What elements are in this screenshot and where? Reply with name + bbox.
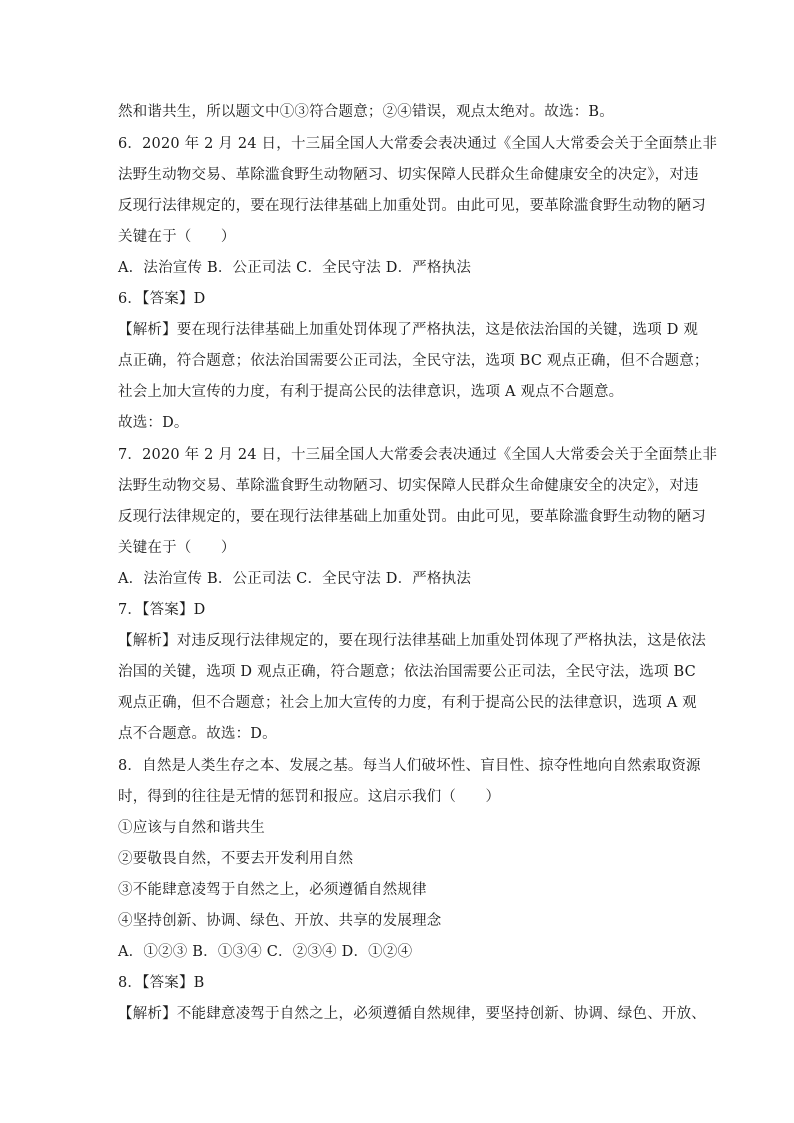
question-6-stem: 法野生动物交易、革除滥食野生动物陋习、切实保障人民群众生命健康安全的决定》，对违 xyxy=(118,167,699,183)
question-8-answer: 8．【答案】B xyxy=(118,975,205,991)
question-7-stem: 关键在于（ ） xyxy=(118,540,236,556)
question-7-answer: 7．【答案】D xyxy=(118,602,206,618)
question-6-stem: 6．2020 年 2 月 24 日，十三届全国人大常委会表决通过《全国人大常委会关于全面禁止非 xyxy=(118,136,718,152)
question-8-statement: ①应该与自然和谐共生 xyxy=(118,820,265,836)
question-6-stem: 关键在于（ ） xyxy=(118,229,236,245)
question-8-statement: ②要敬畏自然，不要去开发利用自然 xyxy=(118,851,354,867)
question-6-options: A．法治宣传 B．公正司法 C．全民守法 D．严格执法 xyxy=(118,260,472,276)
question-7-analysis: 点不合题意。故选：D。 xyxy=(118,726,277,742)
question-7-analysis: 观点正确，但不合题意；社会上加大宣传的力度，有利于提高公民的法律意识，选项 A 观 xyxy=(118,695,697,711)
question-7-options: A．法治宣传 B．公正司法 C．全民守法 D．严格执法 xyxy=(118,571,472,587)
question-7-analysis: 治国的关键，选项 D 观点正确，符合题意；依法治国需要公正司法，全民守法，选项 BC xyxy=(118,664,696,680)
question-6-conclusion: 故选：D。 xyxy=(118,415,189,431)
question-7-stem: 7．2020 年 2 月 24 日，十三届全国人大常委会表决通过《全国人大常委会关于全面禁止非 xyxy=(118,447,718,463)
question-6-analysis: 【解析】要在现行法律基础上加重处罚体现了严格执法，这是依法治国的关键，选项 D 观 xyxy=(118,322,699,338)
text-line: 然和谐共生，所以题文中①③符合题意；②④错误，观点太绝对。故选：B。 xyxy=(118,104,614,120)
question-8-options: A．①②③ B．①③④ C．②③④ D．①②④ xyxy=(118,944,413,960)
question-8-analysis: 【解析】不能肆意凌驾于自然之上，必须遵循自然规律，要坚持创新、协调、绿色、开放、 xyxy=(118,1006,706,1022)
question-8-stem: 时，得到的往往是无情的惩罚和报应。这启示我们（ ） xyxy=(118,789,501,805)
question-7-analysis: 【解析】对违反现行法律规定的，要在现行法律基础上加重处罚体现了严格执法，这是依法 xyxy=(118,633,706,649)
question-6-analysis: 点正确，符合题意；依法治国需要公正司法，全民守法，选项 BC 观点正确，但不合题意； xyxy=(118,353,709,369)
question-8-stem: 8．自然是人类生存之本、发展之基。每当人们破坏性、盲目性、掠夺性地向自然索取资源 xyxy=(118,758,701,774)
question-6-answer: 6．【答案】D xyxy=(118,291,206,307)
question-8-statement: ③不能肆意凌驾于自然之上，必须遵循自然规律 xyxy=(118,882,427,898)
question-6-stem: 反现行法律规定的，要在现行法律基础上加重处罚。由此可见，要革除滥食野生动物的陋习 xyxy=(118,198,706,214)
question-6-analysis: 社会上加大宣传的力度，有利于提高公民的法律意识，选项 A 观点不合题意。 xyxy=(118,384,624,400)
question-7-stem: 法野生动物交易、革除滥食野生动物陋习、切实保障人民群众生命健康安全的决定》，对违 xyxy=(118,478,699,494)
question-7-stem: 反现行法律规定的，要在现行法律基础上加重处罚。由此可见，要革除滥食野生动物的陋习 xyxy=(118,509,706,525)
question-8-statement: ④坚持创新、协调、绿色、开放、共享的发展理念 xyxy=(118,913,442,929)
